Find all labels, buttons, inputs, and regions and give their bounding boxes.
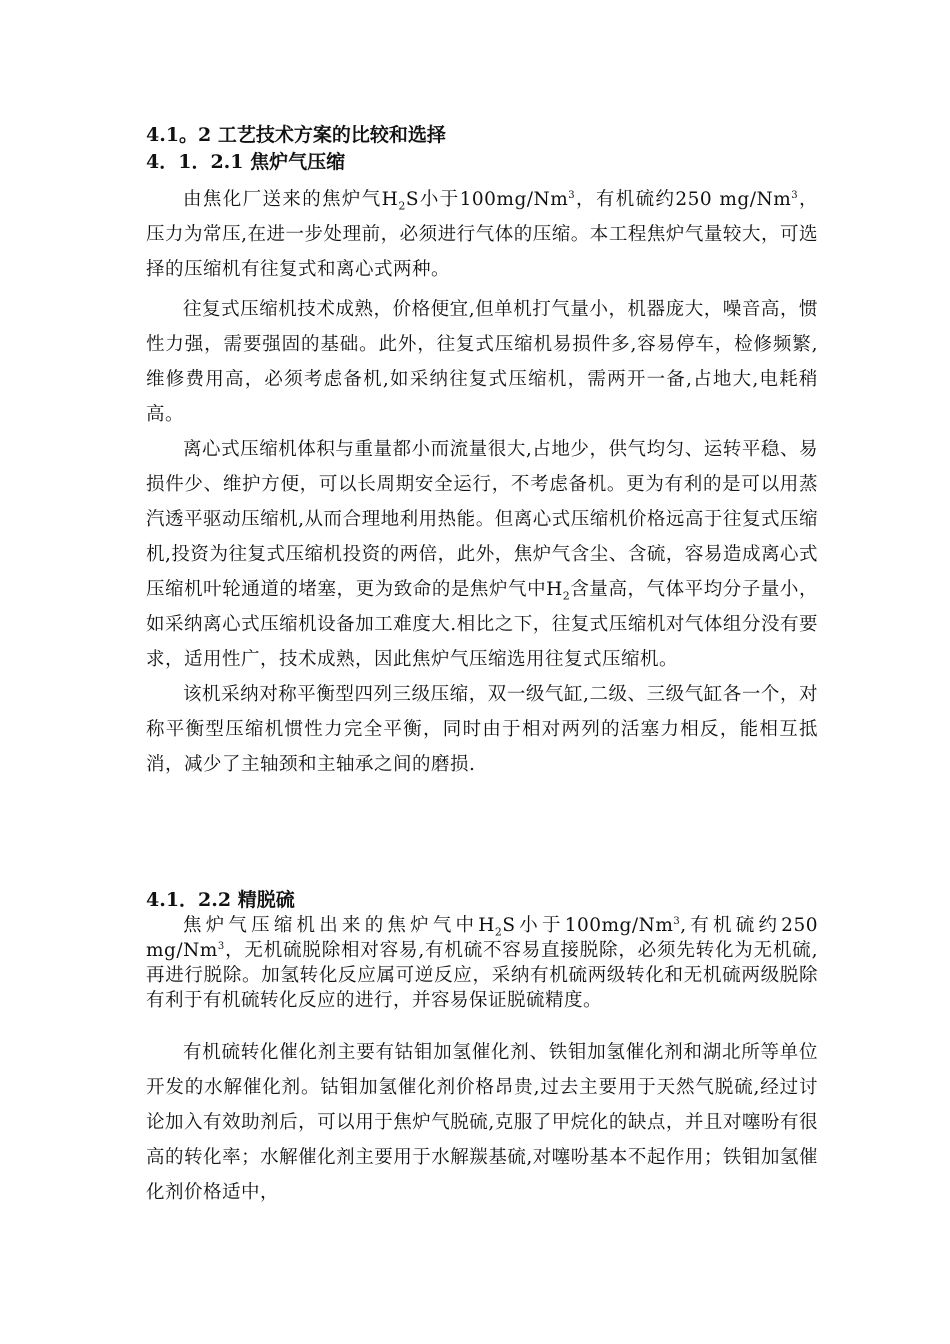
p3-text-c: 含量高，气体平均分子量小，如采纳离心式压缩机设备加工难度大.相比之下，往复式压缩机对气体组分没有要求，适用性广，技术成熟，因此焦炉气压缩选用往复式压缩机。: [146, 579, 818, 670]
paragraph-centrifugal-compressor: [146, 432, 818, 677]
paragraph-conversion-catalysts: 有机硫转化催化剂主要有钴钼加氢催化剂、铁钼加氢催化剂和湖北所等单位开发的水解催化剂。钴钼加氢催化剂价格昂贵,过去主要用于天然气脱硫,经过讨论加入有效助剂后，可以用于焦炉气脱硫,克服了甲烷化的缺点，并且对噻吩有很高的转化率；水解催化剂主要用于水解羰基硫,对噻吩基本不起作用；铁钼加氢催化剂价格适中，: [146, 1042, 818, 1203]
paragraph-selected-compressor: 该机采纳对称平衡型四列三级压缩，双一级气缸,二级、三级气缸各一个，对称平衡型压缩机惯性力完全平衡，同时由于相对两列的活塞力相反，能相互抵消，减少了主轴颈和主轴承之间的磨损.: [146, 684, 818, 775]
p1-superscript-1: 3: [568, 189, 576, 201]
paragraph-reciprocating-compressor: 往复式压缩机技术成熟，价格便宜,但单机打气量小，机器庞大，噪音高，惯性力强，需要强固的基础。此外，往复式压缩机易损件多,容易停车，检修频繁,维修费用高，必须考虑备机,如采纳往复式压缩机，需两开一备,占地大,电耗稍高。: [146, 299, 818, 425]
subsection-heading-fine-desulfurization: 4.1．2.2 精脱硫: [146, 889, 295, 911]
p5-text-e: ,有机硫约250 mg/Nm: [146, 915, 818, 961]
p1-text-c: S小于100mg/Nm: [405, 189, 569, 210]
p3-text-a: 离心式压缩机体积与重量都小而流量很大,占地少，供气均匀、运转平稳、易损件少、维护方便，可以长周期安全运行，不考虑备机。更为有利的是可以用蒸汽透平驱动压缩机,从而合理地利用热能。但离心式压缩机价格远高于往复式压缩机,投资为往复式压缩机投资的两倍，此外，焦炉气含尘、含硫，容易造成离心式压缩机叶轮通道的堵塞，更为致命的是焦炉气中H: [146, 439, 818, 600]
p1-text-a: 由焦化厂送来的焦炉气H: [183, 189, 399, 210]
p1-superscript-2: 3: [791, 189, 799, 201]
p5-superscript-2: 3: [217, 940, 225, 952]
subsection-heading-compression: 4．1．2.1 焦炉气压缩: [146, 151, 346, 173]
p5-text-a: 焦炉气压缩机出来的焦炉气中H: [183, 915, 495, 936]
paragraph-fine-desulfurization: [146, 913, 818, 1013]
p5-text-c: S小于100mg/Nm: [502, 915, 674, 936]
p3-subscript: 2: [562, 589, 571, 603]
p1-subscript: 2: [398, 199, 406, 213]
p5-subscript: 2: [494, 925, 503, 939]
p5-text-g: ，无机硫脱除相对容易,有机硫不容易直接脱除，必须先转化为无机硫,再进行脱除。加氢转化反应属可逆反应，采纳有机硫两级转化和无机硫两级脱除有利于有机硫转化反应的进行，并容易保证脱硫精度。: [146, 940, 818, 1011]
compression-discussion: [146, 292, 818, 782]
paragraph-gas-source: [146, 182, 818, 287]
section-heading-4-1-2: 4.1。2 工艺技术方案的比较和选择: [146, 124, 446, 146]
p1-text-e: ，有机硫约250 mg/Nm: [575, 189, 792, 210]
p5-superscript-1: 3: [673, 915, 681, 927]
p1-text-g: ，压力为常压,在进一步处理前，必须进行气体的压缩。本工程焦炉气量较大，可选择的压缩机有往复式和离心式两种。: [146, 189, 818, 280]
